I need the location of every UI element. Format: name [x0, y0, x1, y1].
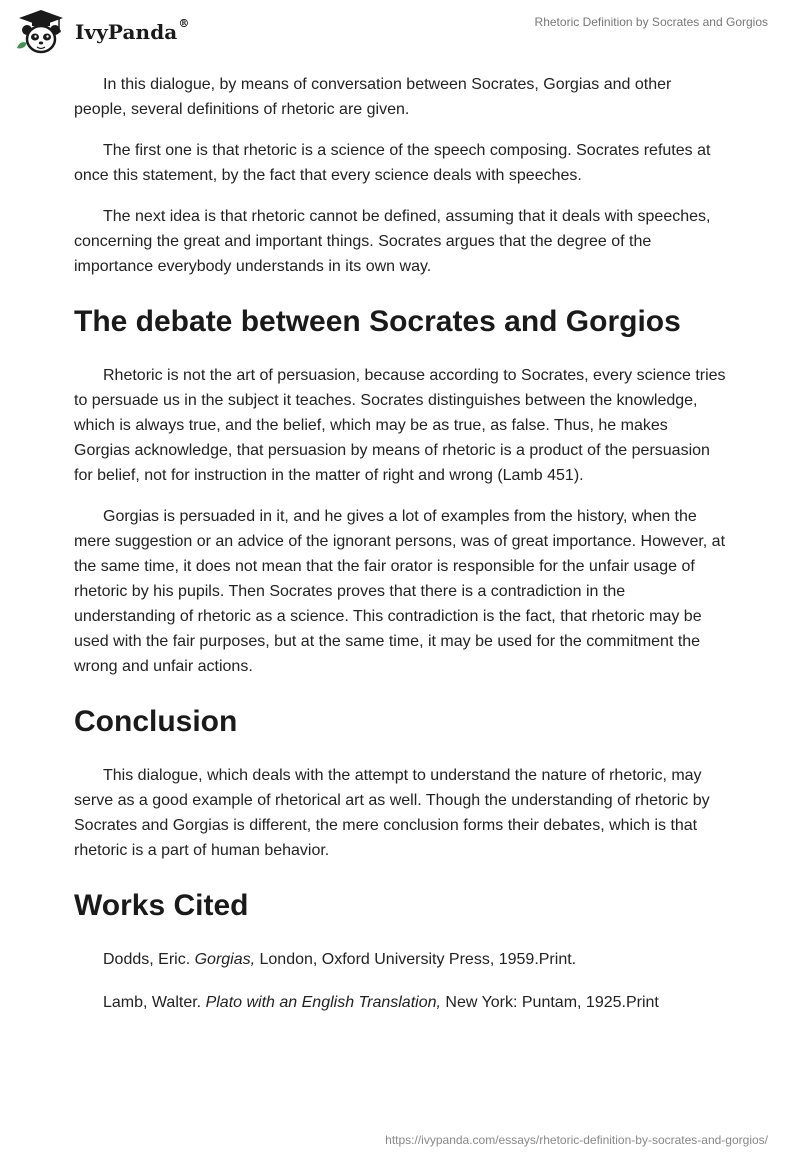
essay-content — [74, 72, 726, 1033]
section-heading-debate: The debate between Socrates and Gorgios — [74, 305, 681, 338]
paragraph: Rhetoric is not the art of persuasion, because according to Socrates, every science tries to persuade us in the subject it teaches. Socrates distinguishes between the knowledge, which is always true, and the belief, which may be as true, as false. Thus, he makes Gorgias acknowledge, that persuasion by means of rhetoric is a product of the persuasion for belief, not for instruction in the matter of right and wrong (Lamb 451). — [74, 367, 726, 484]
citation-author: Lamb, Walter. — [103, 994, 206, 1011]
paragraph: This dialogue, which deals with the attempt to understand the nature of rhetoric, may serve as a good example of rhetorical art as well. Though the understanding of rhetoric by Socrates and Gorgias is different, the mere conclusion forms their debates, which is that rhetoric is a part of human behavior. — [74, 767, 710, 859]
citation-title: Gorgias, — [194, 951, 256, 968]
section-heading-conclusion: Conclusion — [74, 705, 238, 738]
ivypanda-logo[interactable] — [15, 8, 189, 56]
citation-author: Dodds, Eric. — [103, 951, 195, 968]
paragraph: In this dialogue, by means of conversation between Socrates, Gorgias and other people, several definitions of rhetoric are given. — [74, 76, 672, 118]
citation — [74, 947, 726, 972]
citation — [74, 990, 726, 1015]
source-url-link[interactable]: https://ivypanda.com/essays/rhetoric-definition-by-socrates-and-gorgios/ — [385, 1133, 768, 1147]
citation-details: London, Oxford University Press, 1959.Print. — [255, 951, 577, 968]
citation-details: New York: Puntam, 1925.Print — [440, 994, 659, 1011]
document-title: Rhetoric Definition by Socrates and Gorgios — [534, 15, 768, 29]
panda-graduate-icon — [15, 8, 67, 56]
paragraph: Gorgias is persuaded in it, and he gives a lot of examples from the history, when the mere suggestion or an advice of the ignorant persons, was of great importance. However, at the same time, it does not mean that the fair orator is responsible for the unfair usage of rhetoric by his pupils. Then Socrates proves that there is a contradiction in the understanding of rhetoric as a science. This contradiction is the fact, that rhetoric may be used with the fair purposes, but at the same time, it may be used for the commitment the wrong and unfair actions. — [74, 508, 726, 675]
brand-name: IvyPanda® — [75, 17, 190, 44]
paragraph: The next idea is that rhetoric cannot be defined, assuming that it deals with speeches, concerning the great and important things. Socrates argues that the degree of the importance everybody understands in its own way. — [74, 208, 711, 275]
paragraph: The first one is that rhetoric is a science of the speech composing. Socrates refutes at once this statement, by the fact that every science deals with speeches. — [74, 142, 711, 184]
citation-title: Plato with an English Translation, — [205, 994, 441, 1011]
section-heading-works-cited: Works Cited — [74, 889, 249, 922]
page-header — [0, 0, 800, 62]
